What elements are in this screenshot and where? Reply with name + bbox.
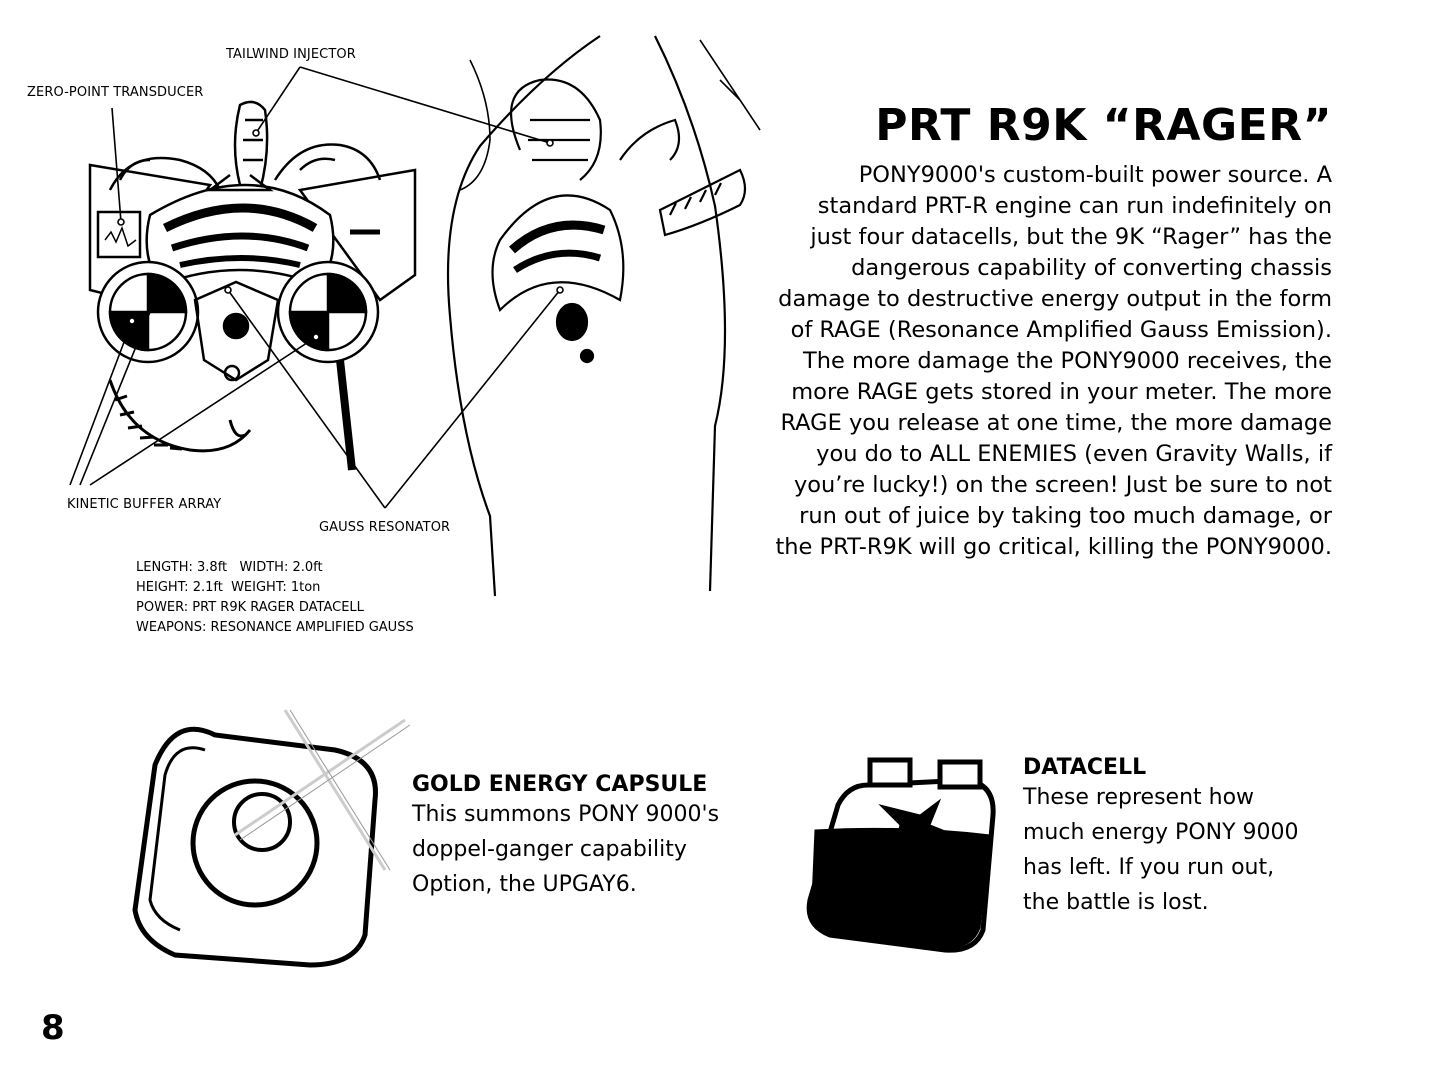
specs-block (136, 558, 414, 638)
page-number: 8 (41, 1008, 65, 1048)
page-description: PONY9000's custom-built power source. A standard PRT-R engine can run indefinitely on just four datacells, but the 9K “Rager” has the dangerous capability of converting chassis damage to destructive energy output in the form of RAGE (Resonance Amplified Gauss Emission). The more damage the PONY9000 receives, the more RAGE gets stored in your meter. The more RAGE you release at one time, the more damage you do to ALL ENEMIES (even Gravity Walls, if you’re lucky!) on the screen! Just be sure to not run out of juice by taking too much damage, or the PRT-R9K will go critical, killing the PONY9000. (775, 162, 1332, 560)
spec-power: POWER: PRT R9K RAGER DATACELL (136, 600, 364, 615)
capsule-line-1: This summons PONY 9000's (412, 802, 720, 827)
spec-weapons: WEAPONS: RESONANCE AMPLIFIED GAUSS (136, 620, 414, 635)
capsule-line-3: Option, the UPGAY6. (412, 872, 637, 897)
capsule-text-block (412, 772, 719, 902)
datacell-line-4: the battle is lost. (1023, 890, 1209, 915)
callout-gauss-resonator: GAUSS RESONATOR (319, 520, 451, 535)
datacell-illustration (809, 760, 993, 950)
callout-tailwind-injector: TAILWIND INJECTOR (226, 47, 356, 62)
datacell-line-3: has left. If you run out, (1023, 855, 1275, 880)
gold-energy-capsule-illustration (135, 710, 410, 965)
engine-side-illustration (448, 36, 760, 596)
datacell-heading: DATACELL (1023, 755, 1147, 780)
datacell-line-2: much energy PONY 9000 (1023, 820, 1299, 845)
callout-zero-point-transducer: ZERO-POINT TRANSDUCER (27, 85, 204, 100)
engine-front-illustration (90, 102, 415, 470)
datacell-text-block (1023, 755, 1299, 920)
capsule-line-2: doppel-ganger capability (412, 837, 687, 862)
page-title: PRT R9K “RAGER” (875, 100, 1332, 151)
capsule-heading: GOLD ENERGY CAPSULE (412, 772, 708, 797)
callout-kinetic-buffer-array: KINETIC BUFFER ARRAY (67, 497, 222, 512)
spec-height-weight: HEIGHT: 2.1ft WEIGHT: 1ton (136, 580, 321, 595)
datacell-line-1: These represent how (1023, 785, 1255, 810)
spec-dimensions: LENGTH: 3.8ft WIDTH: 2.0ft (136, 560, 323, 575)
